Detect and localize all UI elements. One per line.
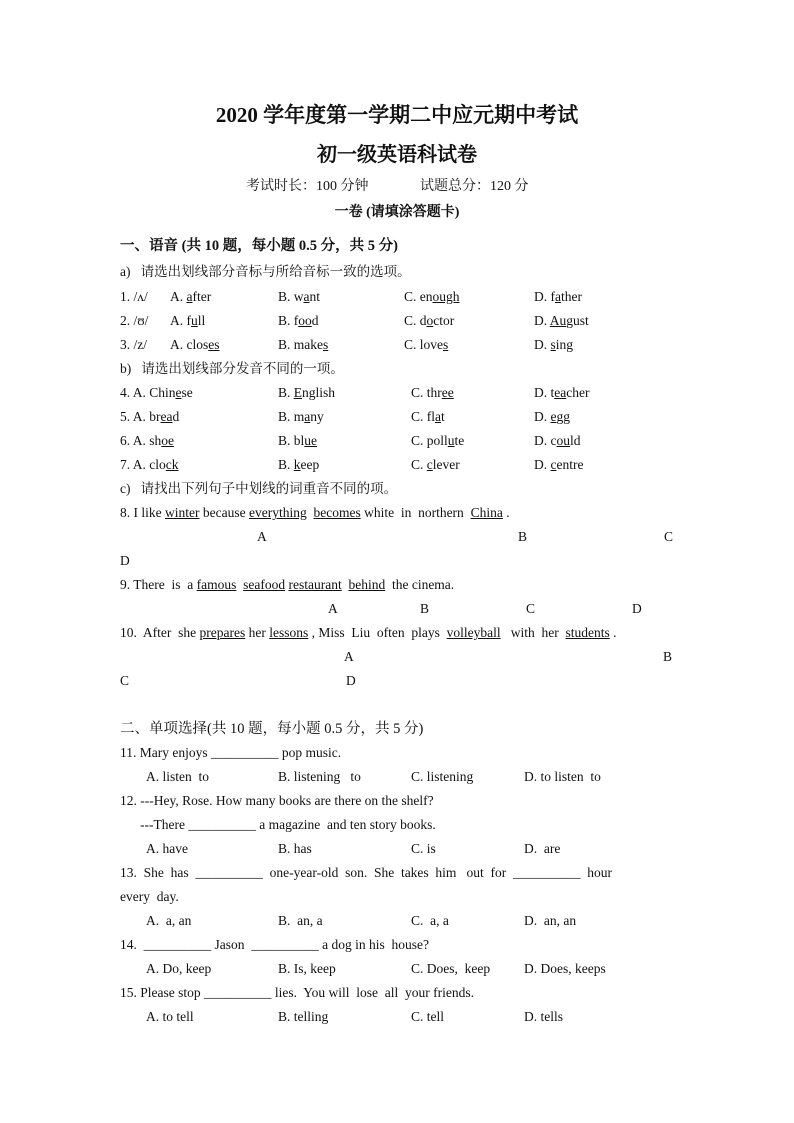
option-b: B. telling (278, 1009, 329, 1024)
option-a: A. listen to (146, 769, 209, 784)
option-c: C. three (411, 385, 454, 400)
option-b: B. blue (278, 433, 318, 448)
exam-total-score: 试题总分：120 分 (420, 179, 529, 194)
option-c: C. is (411, 841, 436, 856)
question-stem: 8. I like winter because everything becomes white in northern China . (120, 505, 510, 520)
option-d: D. father (534, 289, 582, 304)
option-d: D. to listen to (524, 769, 601, 784)
option-a: 6. A. shoe (120, 433, 175, 448)
option-b: B. an, a (278, 913, 323, 928)
exam-title: 2020 学年度第一学期二中应元期中考试 (215, 103, 579, 127)
option-a: A. full (170, 313, 206, 328)
volume-label: 一卷 (请填涂答题卡) (334, 205, 460, 220)
option-b: B. makes (278, 337, 329, 352)
option-a: A. to tell (146, 1009, 194, 1024)
option-d: D. centre (534, 457, 584, 472)
choice-letter: B (663, 649, 673, 664)
question-number: 3. /z/ (120, 337, 147, 352)
part-instruction: c) 请找出下列句子中划线的词重音不同的项。 (120, 481, 398, 496)
option-a: A. a, an (146, 913, 192, 928)
option-b: B. English (278, 385, 336, 400)
option-c: C. flat (411, 409, 445, 424)
option-c: C. loves (404, 337, 449, 352)
option-b: B. food (278, 313, 319, 328)
option-a: 4. A. Chinese (120, 385, 193, 400)
choice-letter: B (420, 601, 430, 616)
option-b: B. Is, keep (278, 961, 336, 976)
question-stem-continued: ---There __________ a magazine and ten story books. (140, 817, 436, 832)
option-a: A. after (170, 289, 212, 304)
section-title: 一、语音 (共 10 题，每小题 0.5 分，共 5 分) (120, 238, 398, 254)
choice-letter: C (664, 529, 674, 544)
question-stem: 10. After she prepares her lessons , Miss Liu often plays volleyball with her students . (120, 625, 617, 640)
option-d: D. could (534, 433, 581, 448)
option-a: A. have (146, 841, 188, 856)
question-number: 1. /ʌ/ (120, 289, 148, 304)
question-stem: 9. There is a famous seafood restaurant behind the cinema. (120, 577, 455, 592)
option-d: D. August (534, 313, 589, 328)
option-c: C. pollute (411, 433, 465, 448)
choice-letter: C (120, 673, 130, 688)
option-c: C. tell (411, 1009, 444, 1024)
option-a: A. closes (170, 337, 220, 352)
section-title: 二、单项选择(共 10 题，每小题 0.5 分，共 5 分) (120, 721, 424, 737)
option-a: 5. A. bread (120, 409, 180, 424)
choice-letter: B (518, 529, 528, 544)
option-b: B. want (278, 289, 321, 304)
option-d: D. sing (534, 337, 574, 352)
choice-letter: C (526, 601, 536, 616)
choice-letter: A (257, 529, 267, 544)
option-d: D. teacher (534, 385, 590, 400)
option-d: D. Does, keeps (524, 961, 606, 976)
option-c: C. clever (411, 457, 460, 472)
option-b: B. listening to (278, 769, 361, 784)
option-d: D. tells (524, 1009, 563, 1024)
question-stem: 12. ---Hey, Rose. How many books are there on the shelf? (120, 793, 434, 808)
choice-letter: D (120, 553, 130, 568)
exam-subtitle: 初一级英语科试卷 (317, 144, 477, 166)
choice-letter: A (344, 649, 354, 664)
option-c: C. enough (404, 289, 460, 304)
part-instruction: b) 请选出划线部分发音不同的一项。 (120, 361, 344, 376)
choice-letter: D (346, 673, 356, 688)
question-stem: 13. She has __________ one-year-old son. She takes him out for __________ hour (120, 865, 613, 880)
question-stem: 11. Mary enjoys __________ pop music. (120, 745, 342, 760)
option-c: C. listening (411, 769, 474, 784)
exam-duration: 考试时长：100 分钟 (246, 179, 369, 194)
option-c: C. a, a (411, 913, 449, 928)
question-number: 2. /ʊ/ (120, 313, 149, 328)
option-d: D. are (524, 841, 561, 856)
option-c: C. doctor (404, 313, 455, 328)
question-stem-continued: every day. (120, 889, 179, 904)
option-a: A. Do, keep (146, 961, 212, 976)
part-instruction: a) 请选出划线部分音标与所给音标一致的选项。 (120, 264, 411, 279)
option-b: B. has (278, 841, 312, 856)
option-a: 7. A. clock (120, 457, 179, 472)
choice-letter: A (328, 601, 338, 616)
option-b: B. keep (278, 457, 320, 472)
option-b: B. many (278, 409, 324, 424)
option-c: C. Does, keep (411, 961, 491, 976)
choice-letter: D (632, 601, 642, 616)
question-stem: 14. __________ Jason __________ a dog in his house? (120, 937, 429, 952)
option-d: D. egg (534, 409, 570, 424)
option-d: D. an, an (524, 913, 577, 928)
question-stem: 15. Please stop __________ lies. You will lose all your friends. (120, 985, 474, 1000)
